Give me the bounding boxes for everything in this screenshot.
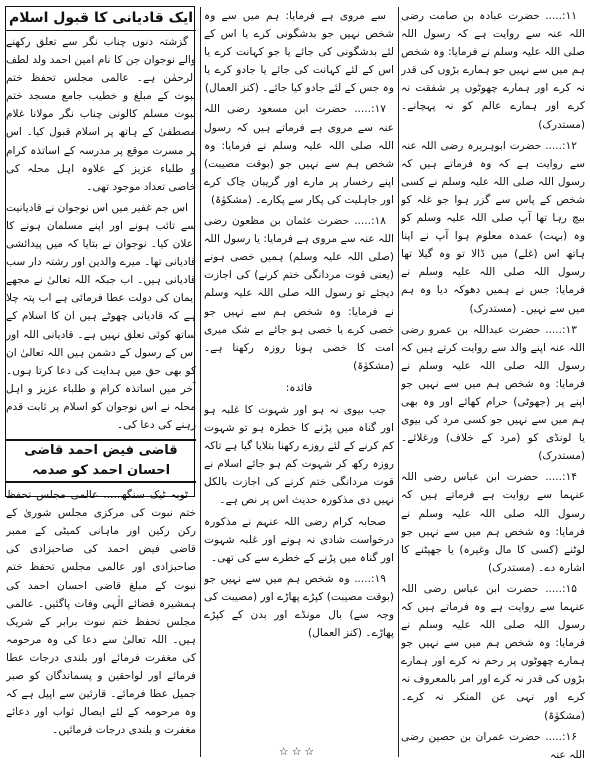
column-divider (398, 7, 399, 757)
right-column (401, 7, 585, 773)
news-paragraph: اس جم غفیر میں اس نوجوان نے قادیانیت سے تائب ہونے اور اپنے مسلمان ہونے کا اعلان کیا۔ نوجوان نے بتایا کہ میں پیدائشی قادیانی تھا۔ میرے والدین اور رشتہ دار سب قادیانی ہیں۔ اب جبکہ اللہ تعالیٰ نے مجھے ایمان کی دولت عطا فرمائی ہے اب پتہ چلا ہے کہ قادیانی چھوٹے ہیں ان کا اسلام کے ساتھ کوئی تعلق نہیں ہے۔ قادیانی اللہ اور اس کے رسول کے دشمن ہیں اللہ تعالیٰ ان کو بھی حق میں ہدایت کی دعا کرتا ہوں۔ آخر میں اساتذہ کرام و طلباء عزیز و اہل محلہ نے اس نوجوان کو اسلام پر ثابت قدم رہنے کی دعا کی۔ (6, 201, 196, 431)
hadith-15: ۱۵:..... حضرت ابن عباس رضی اللہ عنہما سے روایت ہے وہ فرماتے ہیں کہ رسول اللہ صلی اللہ علیہ وسلم نے فرمایا: وہ شخص ہم میں سے نہیں جو ہمارے چھوٹوں پر رحم نہ کرے اور ہمارے بڑوں کی قدر نہ کرے اور امر بالمعروف نہ کرے اور نہی عن المنکر نہ کرے۔ (مشکوٰۃ) (401, 582, 585, 722)
condolence-title: قاضی فیض احمد قاضی احسان احمد کو صدمہ (6, 439, 196, 483)
column-divider (200, 7, 201, 757)
hadith-16-start: ۱۶:..... حضرت عمران بن حصین رضی اللہ عنہ (401, 730, 585, 761)
condolence-text: ٹوبہ ٹیک سنگھ..... عالمی مجلس تحفظ ختم نبوت کی مرکزی مجلس شوریٰ کے رکن رکین اور ماہانی کمیٹی کے ممبر قاضی فیض احمد کی صاحبزادی کی صاحبزادی اور عالمی مجلس تحفظ ختم نبوت کے مبلغ قاضی احسان احمد کی ہمشیرہ قضائے الٰہی وفات پاگئیں۔ عالمی مجلس تحفظ ختم نبوت برابر کے شریک ہیں۔ اللہ تعالیٰ سے دعا کی وہ مرحومہ کی مغفرت فرمائے اور بلندی درجات عطا فرمائے اور لواحقین و پسماندگان کو صبر جمیل عطا فرمائے۔ قارئین سے اپیل ہے کہ وہ مرحومہ کے لئے ایصال ثواب اور دعائے مغفرت و بلندی درجات فرمائیں۔ (6, 489, 196, 737)
news-title: ایک قادیانی کا قبول اسلام (6, 7, 196, 31)
left-column (6, 7, 196, 773)
footer-stars: ☆☆☆ (278, 745, 318, 758)
hadith-16-cont: سے مروی ہے فرمایا: ہم میں سے وہ شخص نہیں جو بدشگونی کرے یا اس کے لئے بدشگونی کی جائے یا جو کہانت کرے یا اس کے لئے کہانت کی جائے یا جادو کرے یا وہ جس کے لئے جادو کیا جائے۔ (کنز العمال) (204, 10, 394, 95)
newspaper-page (3, 3, 587, 775)
benefit-text: جب بیوی نہ ہو اور شہوت کا غلبہ ہو اور گناہ میں پڑنے کا خطرہ ہو تو شہوت کم کرنے کے لئے روزے رکھنا بتلایا گیا ہے تاکہ روزہ رکھ کر شہوت کم ہو جائے اسلام نے قوت مردانگی ختم کرنے کی اجازت بالکل نہیں دی مذکورہ حدیث اس پر نص ہے۔ (204, 403, 394, 507)
benefit-label: فائدہ: (285, 381, 313, 394)
hadith-13: ۱۳:..... حضرت عبداللہ بن عمرو رضی اللہ عنہ اپنے والد سے روایت کرتے ہیں کہ رسول اللہ صلی اللہ علیہ وسلم نے فرمایا: وہ شخص ہم میں سے نہیں جو اپنے پر (جھوٹی) حرام کھائے اور وہ بھی ہم میں سے نہیں جو کسی مرد کی بیوی یا لونڈی کو (مرد کے خلاف) ورغلائے۔ (مستدرک) (401, 323, 585, 463)
hadith-18: ۱۸:..... حضرت عثمان بن مظعون رضی اللہ عنہ سے مروی ہے فرمایا: یا رسول اللہ (صلی اللہ علیہ وسلم) ہمیں خصی ہونے (یعنی قوت مردانگی ختم کرنے) کی اجازت دیجئے تو رسول اللہ صلی اللہ علیہ وسلم نے فرمایا: وہ شخص ہم سے نہیں جو خصی کرے یا خصی ہو جائے بے شک میری امت کا خصی ہونا روزہ رکھنا ہے۔ (مشکوٰۃ) (204, 215, 394, 372)
hadith-14: ۱۴:..... حضرت ابن عباس رضی اللہ عنہما سے روایت ہے فرماتے ہیں کہ رسول اللہ صلی اللہ علیہ وسلم نے فرمایا: وہ شخص ہم میں سے نہیں جو لوٹنے (کسی کا مال وغیرہ) یا جھپٹنے کا اشارہ دے۔ (مستدرک) (401, 471, 585, 574)
hadith-19: ۱۹:..... وہ شخص ہم میں سے نہیں جو (بوقت مصیبت) کپڑے پھاڑے اور (مصیبت کی وجہ سے) بال مونڈے اور بدن کے کپڑے پھاڑے۔ (کنز العمال) (204, 572, 394, 640)
companions-note: صحابہ کرام رضی اللہ عنہم نے مذکورہ درخواست شادی نہ ہونے اور غلبہ شہوت اور گناہ میں پڑنے کے خطرے سے کی تھی۔ (204, 515, 394, 564)
news-paragraph: گزشتہ دنوں چناب نگر سے تعلق رکھنے والے نوجوان جن کا نام امین احمد ولد لطف الرحمٰن ہے۔ عالمی مجلس تحفظ ختم نبوت کے مبلغ و خطیب جامع مسجد ختم نبوت مسلم کالونی چناب نگر مولانا غلام مصطفیٰ کے ہاتھ پر اسلام قبول کیا۔ اس پر مسرت موقع پر مدرسہ کے اساتذہ کرام و طلباء عزیز کے علاوہ اہل محلہ کی خاصی تعداد موجود تھی۔ (6, 36, 196, 193)
hadith-11: ۱۱:..... حضرت عبادہ بن صامت رضی اللہ عنہ سے روایت ہے کہ رسول اللہ صلی اللہ علیہ وسلم نے فرمایا: وہ شخص ہم میں سے نہیں جو ہمارے بڑوں کی قدر نہ کرے اور ہمارے چھوٹوں پر شفقت نہ کرے اور ہمارے عالم کو نہ پہچانے۔ (مستدرک) (401, 10, 585, 131)
hadith-12: ۱۲:..... حضرت ابوہریرہ رضی اللہ عنہ سے روایت ہے کہ وہ فرماتے ہیں کہ رسول اللہ صلی اللہ علیہ وسلم نے کسی شخص کے پاس سے گزر ہوا جو غلہ کو بیچ رہا تھا آپ صلی اللہ علیہ وسلم کو وہ (بہت) عمدہ معلوم ہوا آپ نے اپنا ہاتھ اس (غلے) میں ڈالا تو وہ گیلا تھا رسول اللہ صلی اللہ علیہ وسلم نے فرمایا: جس نے ہمیں دھوکہ دیا وہ ہم میں سے نہیں۔ (مستدرک) (401, 139, 585, 315)
hadith-17: ۱۷:..... حضرت ابن مسعود رضی اللہ عنہ سے مروی ہے فرماتے ہیں کہ رسول اللہ صلی اللہ علیہ وسلم نے فرمایا: وہ شخص ہم سے نہیں جو (بوقت مصیبت) اپنے رخسار پر مارے اور گریبان چاک کرے اور جاہلیت کی پکار سے پکارے۔ (مشکوٰۃ) (204, 103, 394, 206)
middle-column (204, 7, 394, 773)
